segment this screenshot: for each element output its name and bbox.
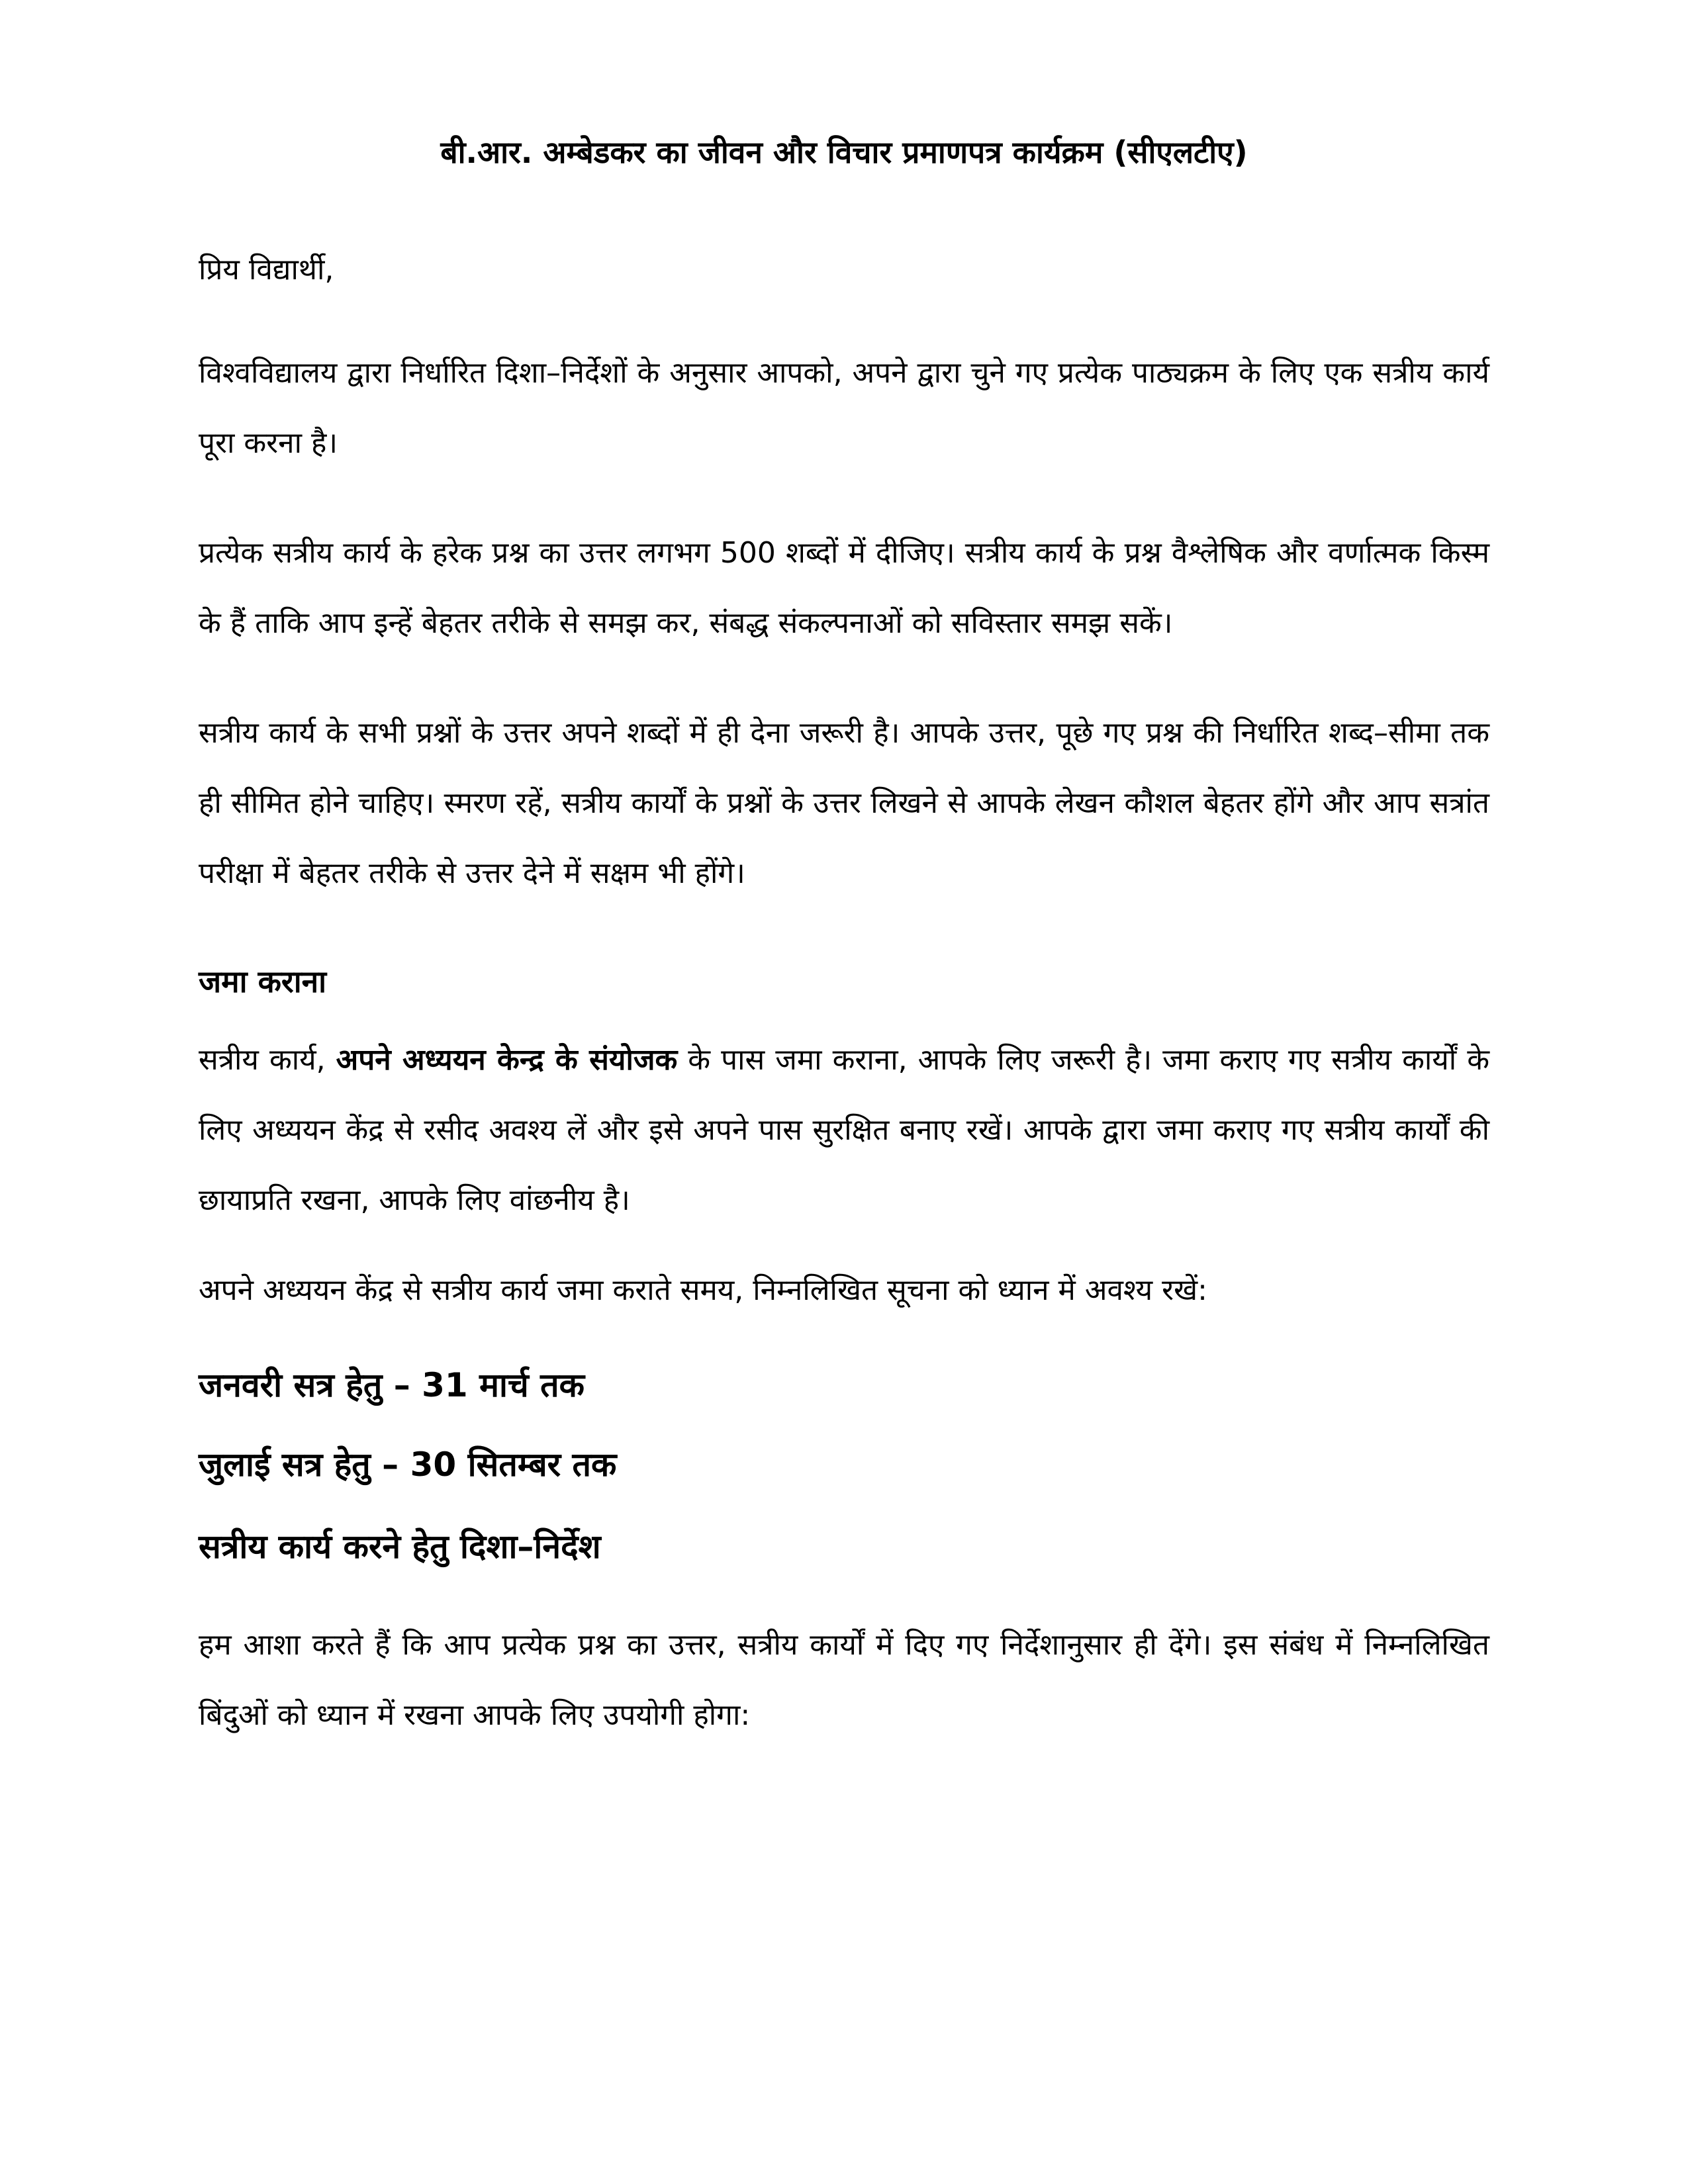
- study-centre-coordinator: अपने अध्ययन केन्द्र के संयोजक: [336, 1043, 678, 1077]
- paragraph-own-words: सत्रीय कार्य के सभी प्रश्नों के उत्तर अपने शब्दों में ही देना जरूरी है। आपके उत्तर, पूछे गए प्रश्न की निर्धारित शब्द–सीमा तक ही सीमित होने चाहिए। स्मरण रहें, सत्रीय कार्यों के प्रश्नों के उत्तर लिखने से आपके लेखन कौशल बेहतर होंगे और आप सत्रांत परीक्षा में बेहतर तरीके से उत्तर देने में सक्षम भी होंगे।: [199, 716, 1489, 890]
- submission-text-end: के पास जमा कराना, आपके लिए जरूरी है। जमा कराए गए सत्रीय कार्यों के लिए अध्ययन केंद्र से रसीद अवश्य लें और इसे अपने पास सुरक्षित बनाए रखें। आपके द्वारा जमा कराए गए सत्रीय कार्यों की छायाप्रति रखना, आपके लिए वांछनीय है।: [199, 1043, 1489, 1217]
- salutation: प्रिय विद्यार्थी,: [199, 253, 334, 287]
- document-body: [199, 129, 1489, 1751]
- submission-heading: जमा कराना: [199, 964, 327, 999]
- paragraph-word-limit: प्रत्येक सत्रीय कार्य के हरेक प्रश्न का उत्तर लगभग 500 शब्दों में दीजिए। सत्रीय कार्य के प्रश्न वैश्लेषिक और वर्णात्मक किस्म के हैं ताकि आप इन्हें बेहतर तरीके से समझ कर, संबद्ध संकल्पनाओं को सविस्तार समझ सकें।: [199, 536, 1489, 640]
- guidelines-heading: सत्रीय कार्य करने हेतु दिशा–निर्देश: [199, 1527, 601, 1566]
- document-title: बी.आर. अम्बेडकर का जीवन और विचार प्रमाणपत्र कार्यक्रम (सीएलटीए): [440, 134, 1248, 170]
- deadline-july-session: जुलाई सत्र हेतु – 30 सितम्बर तक: [199, 1445, 617, 1484]
- paragraph-guidelines-intro: हम आशा करते हैं कि आप प्रत्येक प्रश्न का उत्तर, सत्रीय कार्यों में दिए गए निर्देशानुसार ही देंगे। इस संबंध में निम्नलिखित बिंदुओं को ध्यान में रखना आपके लिए उपयोगी होगा:: [199, 1628, 1489, 1732]
- paragraph-submission: [199, 1025, 1489, 1236]
- paragraph-assignment-requirement: विश्वविद्यालय द्वारा निर्धारित दिशा–निर्देशों के अनुसार आपको, अपने द्वारा चुने गए प्रत्येक पाठ्यक्रम के लिए एक सत्रीय कार्य पूरा करना है।: [199, 356, 1489, 460]
- submission-text-start: सत्रीय कार्य,: [199, 1043, 336, 1077]
- deadline-january-session: जनवरी सत्र हेतु – 31 मार्च तक: [199, 1366, 585, 1404]
- paragraph-submission-note: अपने अध्ययन केंद्र से सत्रीय कार्य जमा कराते समय, निम्नलिखित सूचना को ध्यान में अवश्य रखें:: [199, 1273, 1207, 1307]
